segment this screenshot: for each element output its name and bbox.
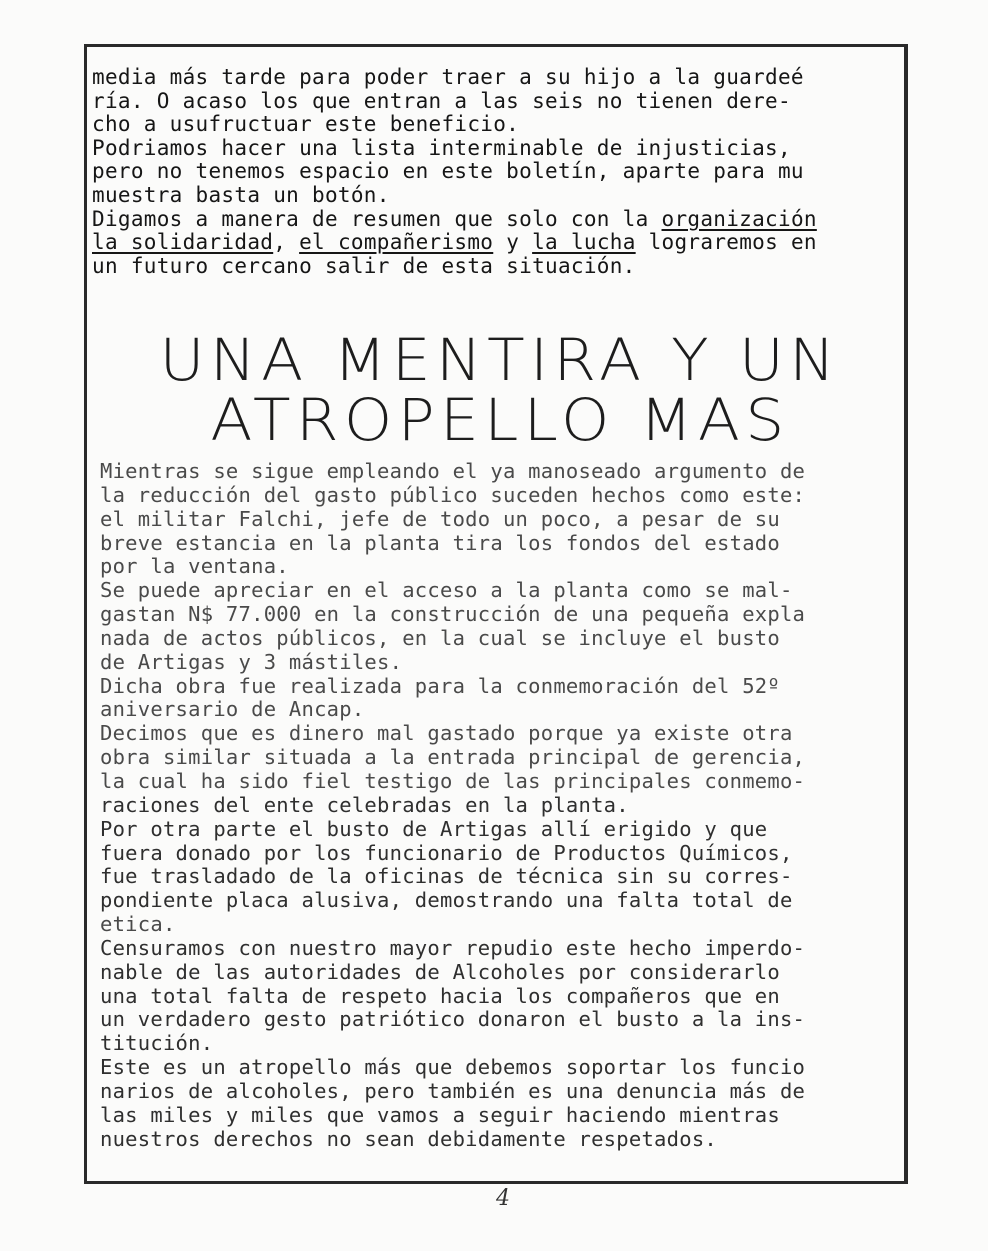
text-line: un verdadero gesto patriótico donaron el busto a la ins- — [100, 1007, 806, 1032]
text-line: nuestros derechos no sean debidamente respetados. — [100, 1126, 718, 1151]
underlined-word: organización — [661, 206, 817, 231]
text-line: muestra basta un botón. — [92, 182, 390, 207]
text-line: fue trasladado de la oficinas de técnica sin su corres- — [100, 864, 793, 889]
text-line: la cual ha sido fiel testigo de las principales conmemo- — [100, 768, 806, 793]
article-headline — [100, 326, 900, 454]
text-line: Decimos que es dinero mal gastado porque ya existe otra — [100, 721, 793, 746]
text-line: nable de las autoridades de Alcoholes por considerarlo — [100, 959, 780, 984]
text-line — [92, 231, 900, 255]
text-line: Este es un atropello más que debemos soportar los funcio — [100, 1055, 806, 1080]
text-fragment: Digamos a manera de resumen que solo con la — [92, 206, 649, 231]
text-line: titución. — [100, 1031, 214, 1056]
text-line: Dicha obra fue realizada para la conmemoración del 52º — [100, 673, 780, 698]
text-line: pondiente placa alusiva, demostrando una falta total de — [100, 888, 793, 913]
text-line: Censuramos con nuestro mayor repudio este hecho imperdo- — [100, 935, 806, 960]
text-fragment: lograremos en — [635, 230, 817, 255]
text-line: gastan N$ 77.000 en la construcción de una pequeña expla — [100, 602, 806, 627]
text-line: Por otra parte el busto de Artigas allí erigido y que — [100, 816, 768, 841]
page-number: 4 — [496, 1186, 510, 1211]
text-line: cho a usufructuar este beneficio. — [92, 112, 520, 137]
underlined-word: el compañerismo — [299, 230, 494, 255]
text-line: las miles y miles que vamos a seguir haciendo mientras — [100, 1102, 780, 1127]
text-line: la reducción del gasto público suceden hechos como este: — [100, 482, 806, 507]
text-line: media más tarde para poder traer a su hijo a la guardeé — [92, 65, 804, 89]
text-line: un futuro cercano salir de esta situación. — [92, 253, 636, 278]
text-fragment: y — [493, 230, 533, 255]
text-line: Se puede apreciar en el acceso a la planta como se mal- — [100, 578, 793, 603]
headline-line: UNA MENTIRA Y UN — [159, 326, 841, 394]
text-line: Podriamos hacer una lista interminable de injusticias, — [92, 135, 791, 160]
article-body — [100, 460, 906, 1151]
headline-line: ATROPELLO MAS — [210, 386, 790, 454]
text-line: aniversario de Ancap. — [100, 697, 365, 722]
text-line: obra similar situada a la entrada principal de gerencia, — [100, 745, 806, 770]
text-line: pero no tenemos espacio en este boletín, aparte para mu — [92, 159, 804, 184]
text-line: narios de alcoholes, pero también es una denuncia más de — [100, 1078, 806, 1103]
text-line: el militar Falchi, jefe de todo un poco, a pesar de su — [100, 506, 780, 531]
previous-article-continuation — [92, 66, 900, 278]
text-line: por la ventana. — [100, 554, 289, 579]
text-line: ría. O acaso los que entran a las seis no tienen dere- — [92, 88, 791, 113]
text-line: fuera donado por los funcionario de Productos Químicos, — [100, 840, 793, 865]
underlined-word: la lucha — [532, 230, 636, 255]
text-line: de Artigas y 3 mástiles. — [100, 649, 403, 674]
text-line: una total falta de respeto hacia los compañeros que en — [100, 983, 780, 1008]
text-line: breve estancia en la planta tira los fondos del estado — [100, 530, 780, 555]
underlined-word: la solidaridad — [92, 230, 274, 255]
text-line: Mientras se sigue empleando el ya manoseado argumento de — [100, 459, 806, 483]
text-line: etica. — [100, 912, 176, 937]
text-line — [92, 208, 900, 232]
text-line: nada de actos públicos, en la cual se incluye el busto — [100, 625, 780, 650]
text-line: raciones del ente celebradas en la planta. — [100, 792, 629, 817]
text-fragment: , — [273, 230, 287, 255]
